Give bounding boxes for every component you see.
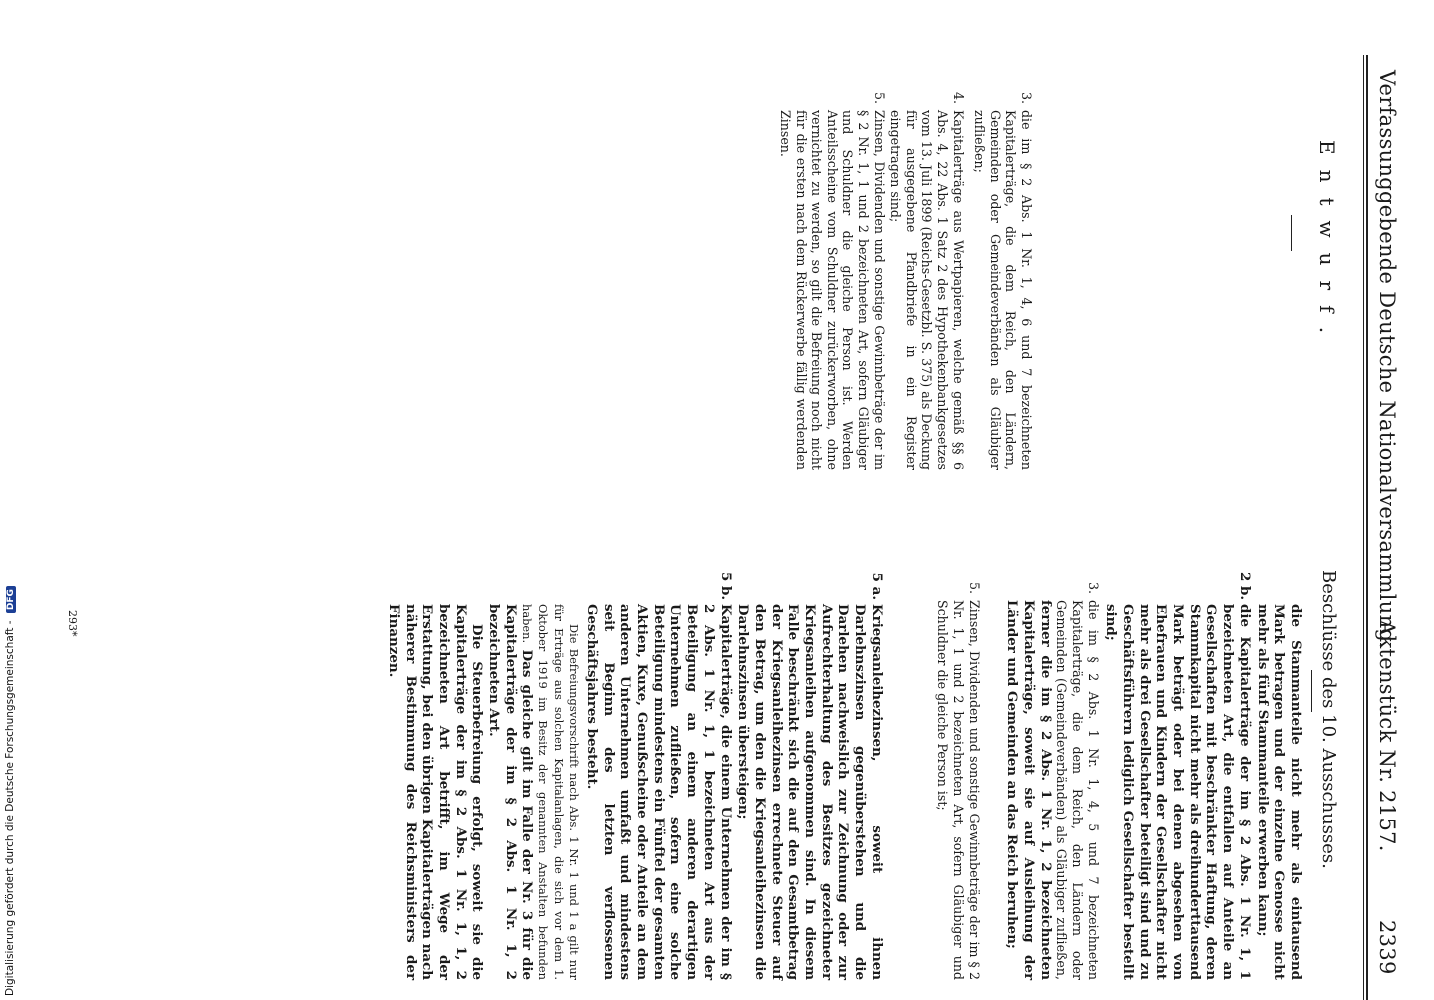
list-item <box>935 560 982 980</box>
page-title: Verfassunggebende Deutsche Nationalversammlung. <box>1375 70 1399 650</box>
item-text: die im § 2 Abs. 1 Nr. 1, 4, 5 und 7 bezeichneten Kapitalerträge, die dem Reich, den Ländern oder Gemeinden (Gemeindeverbänden) als Gläubiger zufließen, <box>1054 600 1101 980</box>
header-rule-thin <box>1363 55 1364 1000</box>
heading-rule-left <box>1291 215 1292 251</box>
bold-block-top <box>1103 560 1304 980</box>
item-number: 3. <box>1019 91 1034 104</box>
heading-rule-right <box>1311 670 1312 712</box>
item-text: die Stammanteile nicht mehr als eintausend Mark betragen und der einzelne Genosse nicht mehr als fünf Stammanteile erwerben kann; <box>1254 604 1304 980</box>
item-text-bold: ferner die im § 2 Abs. 1 Nr. 1, 2 bezeichneten Kapitalerträge, soweit sie auf Ausleihung der Länder und Gemeinden an das Reich beruhen; <box>1004 600 1054 980</box>
list-item <box>972 70 1034 470</box>
item-number: 4. <box>950 91 966 104</box>
right-column <box>385 560 1304 980</box>
paragraph-text-bold: Das gleiche gilt im Falle der Nr. 3 für die Kapitalerträge der im § 2 Abs. 1 Nr. 1, 2 bezeichneten Art. <box>486 604 536 980</box>
dfg-logo: DFG <box>6 586 16 613</box>
item-number: 5. <box>871 91 887 104</box>
column-heading-entwurf: Entwurf. <box>1315 140 1339 349</box>
left-column <box>777 70 1035 470</box>
item-number: 5. <box>966 581 982 594</box>
list-item <box>1254 560 1304 980</box>
item-text: die Kapitalerträge der im § 2 Abs. 1 Nr. 1, 1 bezeichneten Art, die entfallen auf Anteile an Gesellschaften mit beschränkter Haftung, deren Stammkapital nicht mehr als dreihunderttausend Mark beträgt oder bei denen abgesehen von Ehefrauen und Kindern der Gesellschafter nicht mehr als drei Gesellschafter beteiligt sind und zu Geschäftsführern lediglich Gesellschafter bestellt sind; <box>1103 604 1253 980</box>
bold-block-bottom <box>583 560 885 980</box>
list-item <box>583 560 733 980</box>
column-heading-beschluesse: Beschlüsse des 10. Ausschusses. <box>1318 570 1339 869</box>
dfg-credit-text <box>4 586 16 996</box>
page-footer-number: 293* <box>66 610 79 637</box>
item-text: Kriegsanleihezinsen, soweit ihnen Darlehnszinsen gegenüberstehen und die Darlehen nachweislich zur Zeichnung oder zur Aufrechterhaltung des Besitzes gezeichneter Kriegsanleihen aufgenommen sind. In diesem Falle beschränkt sich die auf den Gesamtbetrag der Kriegsanleihezinsen errechnete Steuer auf den Betrag, um den die Kriegsanleihezinsen die Darlehnszinsen übersteigen; <box>735 604 885 980</box>
item-text: Zinsen, Dividenden und sonstige Gewinnbeträge der im § 2 Nr. 1, 1 und 2 bezeichneten Art, sofern Gläubiger und Schuldner die gleiche Person ist; <box>935 600 982 980</box>
item-number: 3. <box>1085 581 1101 594</box>
dfg-credit <box>3 0 23 1000</box>
item-text: Kapitalerträge aus Wertpapieren, welche gemäß §§ 6 Abs. 4, 22 Abs. 1 Satz 2 des Hypothekenbankgesetzes vom 13. Juli 1899 (Reichs-Gesetzbl. S. 375) als Deckung für ausgegebene Pfandbriefe in ein Register eingetragen sind; <box>888 110 966 470</box>
page-subtitle: Aktenstück Nr. 2157. <box>1375 620 1399 852</box>
item-text: Kapitalerträge, die einem Unternehmen der im § 2 Abs. 1 Nr. 1, 1 bezeichneten Art aus der Beteiligung an einem anderen derartigen Unternehmen zufließen, sofern eine solche Beteiligung mindestens ein Fünftel der gesamten Aktien, Kuxe, Genußscheine oder Anteile an dem anderen Unternehmen umfaßt und mindestens seit Beginn des letzten verflossenen Geschäftsjahres besteht. <box>583 604 734 980</box>
list-item <box>1004 560 1101 980</box>
item-number: 5 a. <box>868 572 885 600</box>
list-item <box>735 560 885 980</box>
list-item <box>1103 560 1253 980</box>
list-item <box>778 70 887 470</box>
closing-paragraph: Die Steuerbefreiung erfolgt, soweit sie die Kapitalerträge der im § 2 Abs. 1 Nr. 1, 1, 2 bezeichneten Art betrifft, im Wege der Erstattung, bei den übrigen Kapitalerträgen nach näherer Bestimmung des Reichsministers der Finanzen. <box>385 604 486 980</box>
paragraph-text-small: Die Befreiungsvorschrift nach Abs. 1 Nr. 1 und 1 a gilt nur für Erträge aus solchen Kapitalanlagen, die sich vor dem 1. Oktober 1919 im Besitz der genannten Anstalten befunden haben. <box>520 604 582 980</box>
list-item <box>888 70 966 470</box>
item-number: 2 b. <box>1236 571 1253 600</box>
header-rule <box>1366 55 1368 1000</box>
item-text: die im § 2 Abs. 1 Nr. 1, 4, 6 und 7 bezeichneten Kapitalerträge, die dem Reich, den Ländern, Gemeinden oder Gemeindeverbänden als Gläubiger zufließen; <box>972 110 1034 470</box>
page-number: 2339 <box>1375 920 1399 975</box>
item-text: Zinsen, Dividenden und sonstige Gewinnbeträge der im § 2 Nr. 1, 1 und 2 bezeichneten Art, sofern Gläubiger und Schuldner die gleiche Person ist. Werden Anteilsscheine vom Schuldner zurückerworben, ohne vernichtet zu werden, so gilt die Befreiung noch nicht für die ersten nach dem Rückerwerbe fällig werdenden Zinsen. <box>778 110 887 470</box>
paragraph <box>485 560 582 980</box>
credit-label: Digitalisierung gefördert durch die Deutsche Forschungsgemeinschaft - <box>4 620 16 996</box>
item-number: 5 b. <box>717 571 734 600</box>
